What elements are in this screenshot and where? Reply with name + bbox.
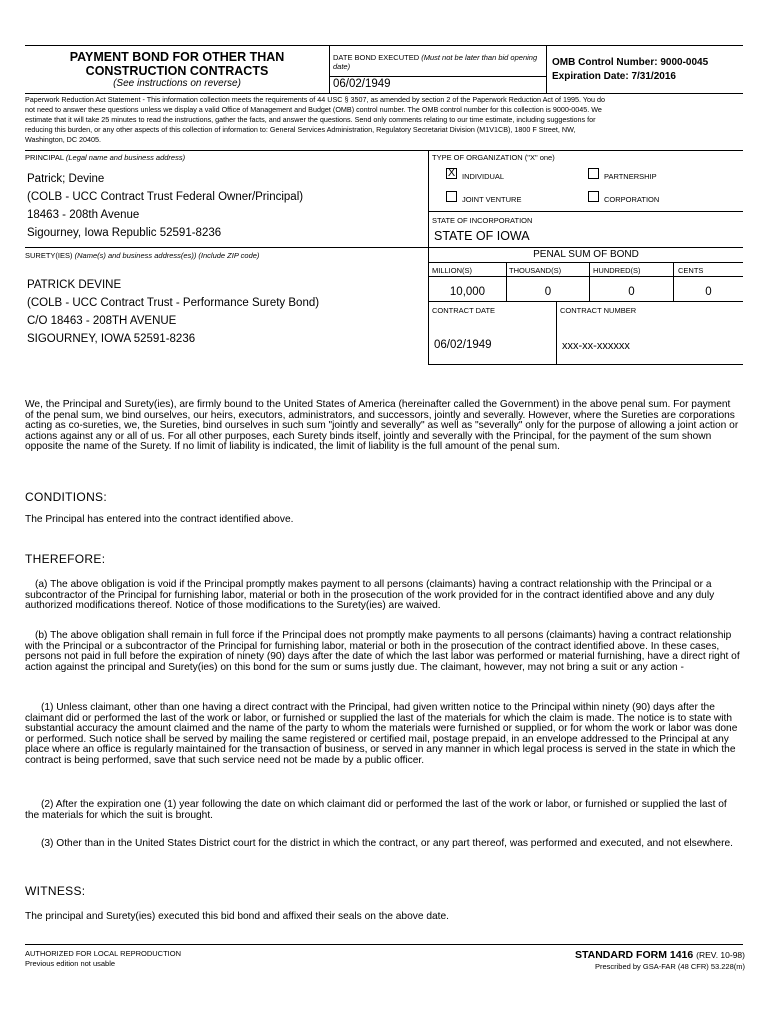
principal-label-title: PRINCIPAL (25, 153, 64, 162)
date-executed-title: DATE BOND EXECUTED (333, 53, 420, 62)
org-type-label: TYPE OF ORGANIZATION ("X" one) (432, 153, 555, 162)
surety-field[interactable] (27, 276, 319, 348)
rule (25, 944, 743, 945)
surety-city: SIGOURNEY, IOWA 52591-8236 (27, 333, 196, 345)
sureties-label-title: SURETY(IES) (25, 251, 73, 260)
paragraph-3: (3) Other than in the United States District court for the district in which the contract, or any part thereof, was performed and executed, and not elsewhere. (41, 838, 733, 849)
date-executed-label (333, 53, 545, 71)
paperwork-statement (25, 95, 745, 145)
conditions-heading: CONDITIONS: (25, 490, 107, 504)
instructions-note: (See instructions on reverse) (113, 78, 241, 89)
paperwork-line: estimate that it will take 25 minutes to read the instructions, gather the facts, and answer the questions. Send only comments relating to our time estimate, including suggestions for (25, 115, 596, 124)
hundreds-label: HUNDRED(S) (593, 266, 641, 275)
contract-date-value[interactable]: 06/02/1949 (434, 339, 492, 351)
rule (329, 45, 330, 93)
date-executed-note: (Must not be later than bid opening date) (333, 53, 538, 71)
paperwork-line: reducing this burden, or any other aspects of this collection of information to: General Services Administration, Regulatory Secretariat Division (M1V1CB), 1800 F Street, NW, (25, 125, 576, 134)
partnership-checkbox[interactable] (588, 168, 599, 179)
principal-street: 18463 - 208th Avenue (27, 209, 140, 221)
rule (429, 276, 743, 277)
rule (429, 211, 743, 212)
paragraph-2: (2) After the expiration one (1) year following the date on which claimant did or performed the last of the work or labor, or furnished or supplied the last of the materials for which the suit is brought. (25, 799, 727, 821)
sureties-label-note: (Name(s) and business address(es)) (Include ZIP code) (74, 251, 260, 260)
edition-note: Previous edition not usable (25, 959, 116, 968)
principal-field[interactable] (27, 170, 303, 242)
joint-venture-label: JOINT VENTURE (462, 195, 522, 204)
form-title-line2: CONSTRUCTION CONTRACTS (85, 64, 269, 78)
principal-descriptor: (COLB - UCC Contract Trust Federal Owner/Principal) (27, 191, 304, 203)
footer-left (25, 949, 181, 969)
principal-label-note: (Legal name and business address) (65, 153, 186, 162)
penal-sum-label: PENAL SUM OF BOND (533, 249, 639, 260)
cents-label: CENTS (678, 266, 704, 275)
contract-number-label: CONTRACT NUMBER (560, 306, 637, 315)
form-title (25, 50, 329, 78)
corporation-label: CORPORATION (604, 195, 660, 204)
therefore-heading: THEREFORE: (25, 552, 106, 566)
bond-intro-paragraph: We, the Principal and Surety(ies), are firmly bound to the United States of America (hereinafter called the Government) in the above penal sum. For payment of the penal sum, we bind ourselves, our heirs, executors, administrators, and successors, jointly and severally. However, where the Sureties are corporations acting as co-sureties, we, the Sureties, bind ourselves in such sum "jointly and severally" as well as "severally" only for the purpose of allowing a joint action or actions against any or all of us. For all other purposes, each Surety binds itself, jointly and severally with the Principal, for the payment of the sum shown opposite the name of the Surety. If no limit of liability is indicated, the limit of liability is the full amount of the penal sum. (25, 399, 739, 453)
state-of-incorporation-value[interactable]: STATE OF IOWA (434, 229, 530, 243)
form-title-line1: PAYMENT BOND FOR OTHER THAN (69, 50, 285, 64)
millions-label: MILLION(S) (432, 266, 473, 275)
rule (556, 301, 557, 365)
rule (429, 364, 743, 365)
individual-checkbox[interactable]: X (447, 167, 456, 179)
reproduction-note: AUTHORIZED FOR LOCAL REPRODUCTION (25, 949, 181, 958)
corporation-checkbox[interactable] (588, 191, 599, 202)
principal-name: Patrick; Devine (27, 173, 105, 185)
rule (429, 301, 743, 302)
surety-descriptor: (COLB - UCC Contract Trust - Performance Surety Bond) (27, 297, 320, 309)
thousands-label: THOUSAND(S) (509, 266, 562, 275)
conditions-text: The Principal has entered into the contract identified above. (25, 514, 294, 525)
form-revision: (REV. 10-98) (696, 950, 745, 960)
paperwork-line: Washington, DC 20405. (25, 135, 102, 144)
paperwork-line: Paperwork Reduction Act Statement - This information collection meets the requirements of 44 USC § 3507, as amended by section 2 of the Paperwork Reduction Act of 1995. You do (25, 95, 605, 104)
rule (25, 45, 743, 46)
witness-text: The principal and Surety(ies) executed this bid bond and affixed their seals on the above date. (25, 911, 449, 922)
penal-sum-millions[interactable]: 10,000 (449, 286, 486, 298)
rule (25, 150, 743, 151)
principal-city: Sigourney, Iowa Republic 52591-8236 (27, 227, 222, 239)
penal-sum-cents[interactable]: 0 (705, 286, 712, 298)
rule (429, 262, 743, 263)
prescribed-by: Prescribed by GSA-FAR (48 CFR) 53.228(m) (594, 962, 745, 971)
date-executed-value[interactable]: 06/02/1949 (333, 78, 391, 90)
witness-heading: WITNESS: (25, 884, 86, 898)
paragraph-1: (1) Unless claimant, other than one having a direct contract with the Principal, had given written notice to the Principal within ninety (90) days after the claimant did or performed the last of the work or labor, or furnished or supplied the last of the materials for which the claim is made. The notice is to state with substantial accuracy the amount claimed and the name of the party to whom the materials were furnished or supplied, or for whom the work or labor was done or performed. Such notice shall be served by mailing the same registered or certified mail, postage prepaid, in an envelope addressed to the Principal at any place where an office is regularly maintained for the transaction of business, or served in any manner in which legal process is served in the state in which the contract is being performed, save that such service need not be made by a public officer. (25, 702, 738, 766)
omb-info (552, 56, 708, 84)
penal-sum-thousands[interactable]: 0 (544, 286, 552, 298)
footer-right (575, 948, 745, 972)
penal-sum-hundreds[interactable]: 0 (628, 286, 635, 298)
contract-date-label: CONTRACT DATE (432, 306, 496, 315)
partnership-label: PARTNERSHIP (604, 172, 657, 181)
rule (25, 247, 743, 248)
contract-number-value[interactable]: xxx-xx-xxxxxx (562, 340, 630, 352)
joint-venture-checkbox[interactable] (446, 191, 457, 202)
sureties-label (25, 251, 259, 260)
paragraph-a: (a) The above obligation is void if the Principal promptly makes payment to all persons (claimants) having a contract relationship with the Principal or a subcontractor of the Principal for furnishing labor, material or both in the prosecution of the work provided for in the contract identified above and any duly authorized modifications thereof. Notice of those modifications to the Surety(ies) are waived. (25, 579, 715, 612)
rule (546, 45, 547, 93)
state-of-incorporation-label: STATE OF INCORPORATION (432, 216, 533, 225)
paragraph-b: (b) The above obligation shall remain in full force if the Principal does not promptly make payments to all persons (claimants) having a contract relationship with the Principal or a subcontractor of the Principal for furnishing labor, material or both in the prosecution of the contract identified above. In these cases, persons not paid in full before the expiration of ninety (90) days after the date of which the last labor was performed or material furnishing, have a direct right of action against the principal and Surety(ies) on this bond for the sum or sums justly due. The claimant, however, may not bring a suit or any action - (25, 630, 740, 673)
omb-expiration-date: Expiration Date: 7/31/2016 (552, 71, 676, 82)
form-number: STANDARD FORM 1416 (575, 949, 694, 961)
surety-street: C/O 18463 - 208TH AVENUE (27, 315, 177, 327)
rule (330, 76, 546, 77)
paperwork-line: not need to answer these questions unless we display a valid Office of Management and Budget (OMB) control number. The OMB control number for this collection is 9000-0045. We (25, 105, 602, 114)
surety-name: PATRICK DEVINE (27, 279, 122, 291)
rule (25, 93, 743, 94)
individual-label: INDIVIDUAL (462, 172, 505, 181)
principal-label (25, 153, 185, 162)
omb-control-number: OMB Control Number: 9000-0045 (552, 57, 709, 68)
